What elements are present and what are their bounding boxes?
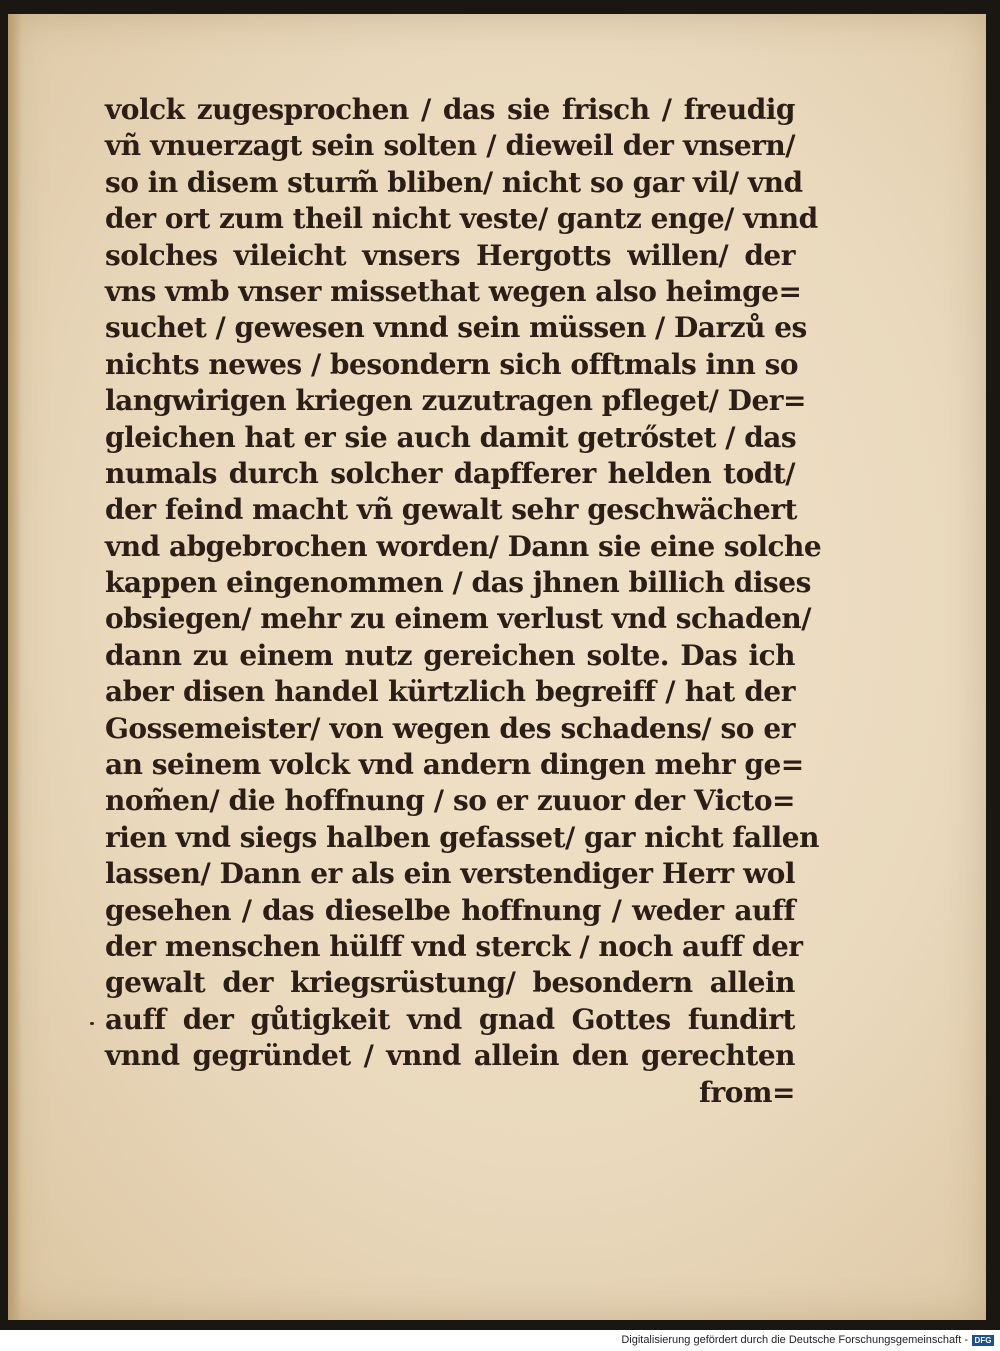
text-line: gewalt der kriegsrüstung/ besondern allein <box>105 966 795 1000</box>
text-line: rien vnd siegs halben gefasset/ gar nicht fallen <box>105 820 819 854</box>
text-line: suchet / gewesen vnnd sein müssen / Darzů es <box>105 311 807 345</box>
text-line: lassen/ Dann er als ein verstendiger Herr wol <box>105 857 795 891</box>
text-line: der feind macht vñ gewalt sehr geschwächert <box>105 493 797 527</box>
dfg-logo: DFG <box>972 1335 994 1346</box>
text-block <box>105 92 822 1111</box>
footer-bar <box>0 1330 1000 1351</box>
text-line: gleichen hat er sie auch damit getrőstet / das <box>105 420 797 454</box>
text-line: obsiegen/ mehr zu einem verlust vnd schaden/ <box>105 602 812 636</box>
text-line: vñ vnuerzagt sein solten / dieweil der vnsern/ <box>105 129 795 163</box>
text-line: solches vileicht vnsers Hergotts willen/ der <box>105 238 795 272</box>
text-line: langwirigen kriegen zuzutragen pfleget/ Der= <box>105 384 806 418</box>
ink-speck <box>90 1022 94 1025</box>
text-line: vnd abgebrochen worden/ Dann sie eine solche <box>105 529 822 563</box>
text-line: volck zugesprochen / das sie frisch / freudig <box>105 93 795 126</box>
text-line: auff der gůtigkeit vnd gnad Gottes fundirt <box>105 1002 795 1036</box>
text-line: gesehen / das dieselbe hoffnung / weder auff <box>105 893 795 927</box>
text-line: numals durch solcher dapfferer helden todt/ <box>105 456 795 490</box>
text-line: dann zu einem nutz gereichen solte. Das ich <box>105 638 795 672</box>
text-line: aber disen handel kürtzlich begreiff / hat der <box>105 675 795 709</box>
catchword: from= <box>698 1075 795 1109</box>
page-spine-shadow <box>8 14 22 1320</box>
text-line: vns vmb vnser missethat wegen also heimge= <box>105 274 802 308</box>
text-line: an seinem volck vnd andern dingen mehr ge= <box>105 748 804 782</box>
text-line: der ort zum theil nicht veste/ gantz enge/ vnnd <box>105 202 818 236</box>
text-line: der menschen hülff vnd sterck / noch auff der <box>105 929 803 963</box>
text-line: nom̃en/ die hoffnung / so er zuuor der Victo= <box>105 784 795 818</box>
text-line: nichts newes / besondern sich offtmals inn so <box>105 347 799 381</box>
footer-credit-text: Digitalisierung gefördert durch die Deutsche Forschungsgemeinschaft - <box>621 1334 968 1346</box>
text-line: vnnd gegründet / vnnd allein den gerechten <box>105 1039 795 1073</box>
text-line: so in disem sturm̃ bliben/ nicht so gar vil/ vnd <box>105 165 803 199</box>
text-line: kappen eingenommen / das jhnen billich dises <box>105 566 811 600</box>
book-page <box>8 14 986 1320</box>
text-line: Gossemeister/ von wegen des schadens/ so er <box>105 711 795 745</box>
